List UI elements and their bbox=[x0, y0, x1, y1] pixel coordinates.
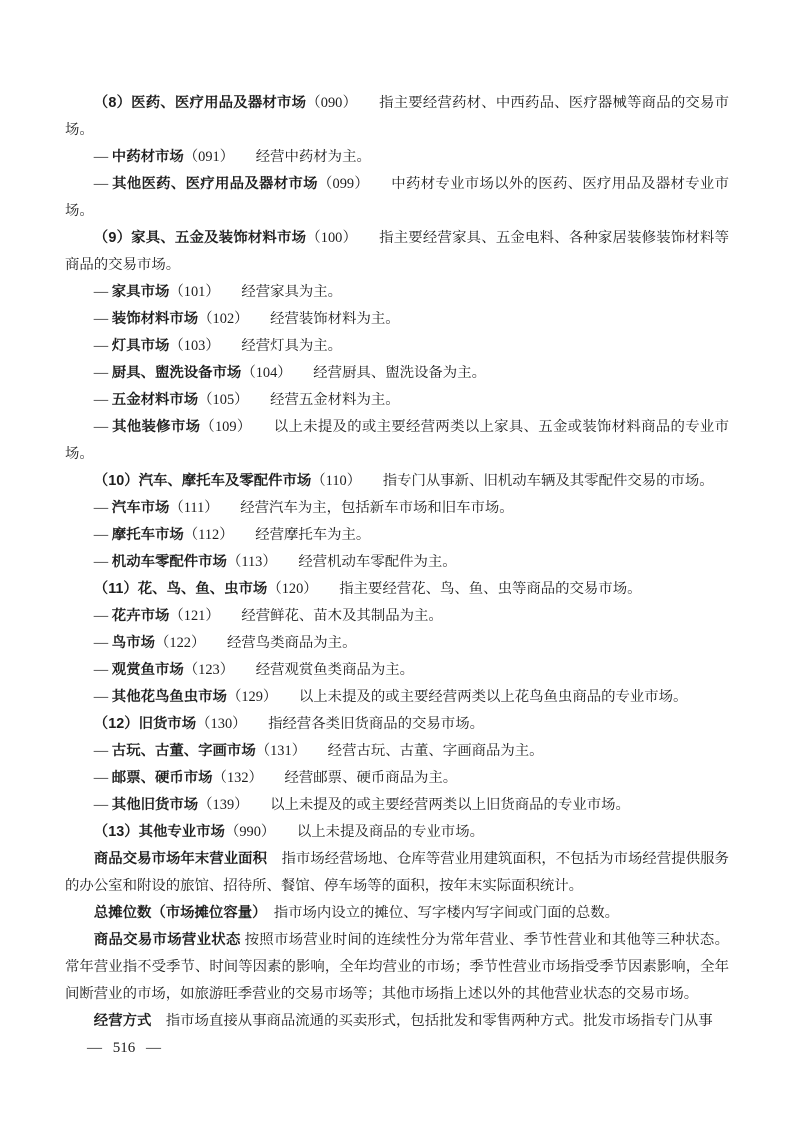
term-text: （13）其他专业市场 bbox=[93, 824, 225, 840]
body-text: 经营中药材为主。 bbox=[226, 149, 371, 165]
term-text: 观赏鱼市场 bbox=[111, 662, 184, 678]
term-text: 其他花鸟鱼虫市场 bbox=[111, 689, 227, 705]
body-text: 指市场经营场地、仓库等营业用建筑面积，不包括为市场经营提供服务的办公室和附设的旅馆、招待所、餐馆、停车场等的面积，按年末实际面积统计。 bbox=[65, 851, 729, 894]
definition-year-end-business-area bbox=[65, 846, 729, 900]
body-text: — bbox=[93, 527, 112, 543]
entry-099-other-medical-market bbox=[65, 171, 729, 225]
entry-103-lighting-market bbox=[65, 333, 729, 360]
body-text: 经营家具为主。 bbox=[212, 284, 343, 300]
body-text: 经营灯具为主。 bbox=[212, 338, 343, 354]
body-text: （105） bbox=[198, 392, 242, 408]
entry-132-stamp-coin-market bbox=[65, 765, 729, 792]
body-text: （113） bbox=[226, 554, 270, 570]
term-text: 花卉市场 bbox=[111, 608, 170, 624]
body-text: 以上未提及的或主要经营两类以上家具、五金或装饰材料商品的专业市场。 bbox=[65, 419, 729, 462]
term-text: 其他医药、医疗用品及器材市场 bbox=[112, 176, 318, 192]
entry-990-other-specialized-market bbox=[65, 819, 729, 846]
body-text: 经营装饰材料为主。 bbox=[241, 311, 400, 327]
body-text: — bbox=[93, 392, 112, 408]
entry-122-bird-market bbox=[65, 630, 729, 657]
body-text: — bbox=[93, 608, 112, 624]
term-text: 其他装修市场 bbox=[112, 419, 201, 435]
body-text: 经营厨具、盥洗设备为主。 bbox=[284, 365, 486, 381]
body-text: — bbox=[93, 149, 112, 165]
body-text: （112） bbox=[183, 527, 227, 543]
entry-111-auto-market bbox=[65, 495, 729, 522]
body-text: — bbox=[93, 770, 112, 786]
body-text: （121） bbox=[169, 608, 213, 624]
entry-090-medical-market bbox=[65, 90, 729, 144]
body-text: （091） bbox=[183, 149, 227, 165]
body-text: — bbox=[93, 635, 112, 651]
body-text: 经营鲜花、苗木及其制品为主。 bbox=[212, 608, 443, 624]
body-text: — bbox=[93, 338, 112, 354]
body-text: 指市场内设立的摊位、写字楼内写字间或门面的总数。 bbox=[259, 905, 620, 921]
term-text: 其他旧货市场 bbox=[111, 797, 199, 813]
definition-business-mode bbox=[65, 1008, 729, 1035]
body-text: 经营鸟类商品为主。 bbox=[198, 635, 357, 651]
body-text: （102） bbox=[198, 311, 242, 327]
body-text: （104） bbox=[241, 365, 285, 381]
body-text: 指市场直接从事商品流通的买卖形式，包括批发和零售两种方式。批发市场指专门从事 bbox=[151, 1013, 713, 1029]
term-text: 装饰材料市场 bbox=[111, 311, 199, 327]
body-text: （109） bbox=[200, 419, 245, 435]
term-text: 五金材料市场 bbox=[111, 392, 199, 408]
body-text: — bbox=[93, 743, 112, 759]
term-text: （9）家具、五金及装饰材料市场 bbox=[93, 230, 307, 246]
body-text: （123） bbox=[183, 662, 227, 678]
body-text: — bbox=[93, 797, 112, 813]
body-text: — bbox=[93, 662, 112, 678]
entry-131-antique-calligraphy-market bbox=[65, 738, 729, 765]
body-text: 指主要经营家具、五金电料、各种家居装修装饰材料等商品的交易市场。 bbox=[65, 230, 729, 273]
term-text: 灯具市场 bbox=[111, 338, 170, 354]
body-text: 指主要经营药材、中西药品、医疗器械等商品的交易市场。 bbox=[65, 95, 729, 138]
document-body bbox=[65, 90, 729, 1035]
body-text: （130） bbox=[196, 716, 240, 732]
entry-129-other-flower-bird-fish-insect-market bbox=[65, 684, 729, 711]
definition-business-status bbox=[65, 927, 729, 1008]
entry-121-flower-market bbox=[65, 603, 729, 630]
body-text: 经营摩托车为主。 bbox=[226, 527, 371, 543]
body-text: （139） bbox=[198, 797, 242, 813]
body-text: — bbox=[93, 689, 112, 705]
body-text: （101） bbox=[169, 284, 213, 300]
body-text: （110） bbox=[311, 473, 354, 489]
body-text: — bbox=[93, 419, 113, 435]
body-text: （103） bbox=[169, 338, 213, 354]
body-text: 指主要经营花、鸟、鱼、虫等商品的交易市场。 bbox=[310, 581, 642, 597]
entry-110-auto-motorcycle-parts-market bbox=[65, 468, 729, 495]
entry-123-ornamental-fish-market bbox=[65, 657, 729, 684]
body-text: （990） bbox=[224, 824, 269, 840]
body-text: 经营古玩、古董、字画商品为主。 bbox=[298, 743, 544, 759]
page-footer bbox=[87, 1037, 161, 1059]
page-number: — 516 — bbox=[87, 1040, 161, 1056]
term-text: 家具市场 bbox=[111, 284, 170, 300]
term-text: 汽车市场 bbox=[111, 500, 170, 516]
body-text: （122） bbox=[154, 635, 199, 651]
term-text: 中药材市场 bbox=[111, 149, 184, 165]
body-text: — bbox=[93, 176, 113, 192]
body-text: — bbox=[93, 365, 112, 381]
term-text: 古玩、古董、字画市场 bbox=[111, 743, 256, 759]
body-text: 指经营各类旧货商品的交易市场。 bbox=[239, 716, 484, 732]
body-text: — bbox=[93, 554, 112, 570]
body-text: 以上未提及商品的专业市场。 bbox=[268, 824, 484, 840]
entry-113-vehicle-parts-market bbox=[65, 549, 729, 576]
body-text: 指专门从事新、旧机动车辆及其零配件交易的市场。 bbox=[353, 473, 714, 489]
term-text: 商品交易市场营业状态 bbox=[93, 932, 241, 948]
body-text: 以上未提及的或主要经营两类以上花鸟鱼虫商品的专业市场。 bbox=[270, 689, 688, 705]
body-text: 按照市场营业时间的连续性分为常年营业、季节性营业和其他等三种状态。常年营业指不受季节、时间等因素的影响，全年均营业的市场；季节性营业市场指受季节因素影响，全年间断营业的市场，如旅游旺季营业的交易市场等；其他市场指上述以外的其他营业状态的交易市场。 bbox=[65, 932, 729, 1002]
term-text: 经营方式 bbox=[93, 1013, 152, 1029]
body-text: （099） bbox=[317, 176, 362, 192]
entry-104-kitchenware-market bbox=[65, 360, 729, 387]
entry-112-motorcycle-market bbox=[65, 522, 729, 549]
entry-120-flower-bird-fish-insect-market bbox=[65, 576, 729, 603]
body-text: 经营五金材料为主。 bbox=[241, 392, 400, 408]
entry-100-furniture-hardware-market bbox=[65, 225, 729, 279]
term-text: 厨具、盥洗设备市场 bbox=[111, 365, 242, 381]
entry-105-hardware-materials-market bbox=[65, 387, 729, 414]
body-text: 以上未提及的或主要经营两类以上旧货商品的专业市场。 bbox=[241, 797, 630, 813]
body-text: （132） bbox=[212, 770, 256, 786]
body-text: （129） bbox=[226, 689, 271, 705]
body-text: （090） bbox=[306, 95, 350, 111]
body-text: 中药材专业市场以外的医药、医疗用品及器材专业市场。 bbox=[65, 176, 729, 219]
body-text: — bbox=[93, 311, 112, 327]
body-text: （100） bbox=[306, 230, 350, 246]
body-text: 经营观赏鱼类商品为主。 bbox=[226, 662, 415, 678]
term-text: 机动车零配件市场 bbox=[111, 554, 227, 570]
body-text: （131） bbox=[255, 743, 299, 759]
term-text: 摩托车市场 bbox=[111, 527, 184, 543]
term-text: 总摊位数（市场摊位容量） bbox=[93, 905, 260, 921]
body-text: （111） bbox=[169, 500, 212, 516]
term-text: （11）花、鸟、鱼、虫市场 bbox=[93, 581, 268, 597]
term-text: （12）旧货市场 bbox=[93, 716, 197, 732]
body-text: — bbox=[93, 500, 112, 516]
body-text: （120） bbox=[267, 581, 311, 597]
entry-109-other-renovation-market bbox=[65, 414, 729, 468]
body-text: 经营邮票、硬币商品为主。 bbox=[255, 770, 458, 786]
body-text: 经营汽车为主，包括新车市场和旧车市场。 bbox=[211, 500, 514, 516]
entry-091-chinese-herbal-market bbox=[65, 144, 729, 171]
entry-102-decoration-materials-market bbox=[65, 306, 729, 333]
body-text: — bbox=[93, 284, 112, 300]
term-text: 鸟市场 bbox=[111, 635, 155, 651]
body-text: 经营机动车零配件为主。 bbox=[269, 554, 457, 570]
term-text: （8）医药、医疗用品及器材市场 bbox=[93, 95, 307, 111]
term-text: （10）汽车、摩托车及零配件市场 bbox=[93, 473, 312, 489]
entry-101-furniture-market bbox=[65, 279, 729, 306]
definition-total-stalls bbox=[65, 900, 729, 927]
term-text: 邮票、硬币市场 bbox=[111, 770, 213, 786]
entry-139-other-secondhand-market bbox=[65, 792, 729, 819]
entry-130-secondhand-market bbox=[65, 711, 729, 738]
term-text: 商品交易市场年末营业面积 bbox=[93, 851, 268, 867]
